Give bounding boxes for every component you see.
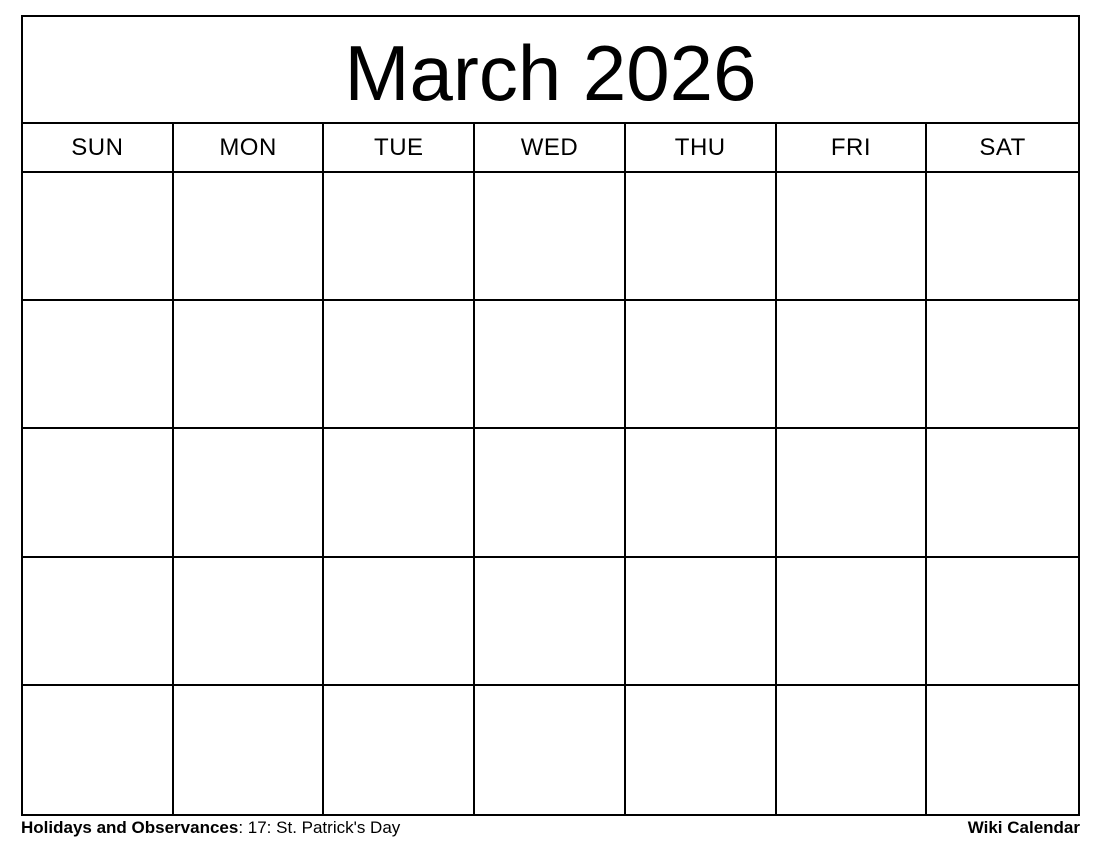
calendar-cell [23, 429, 174, 557]
footer-holidays [21, 818, 400, 838]
holidays-label: Holidays and Observances [21, 818, 239, 837]
holidays-detail: : 17: St. Patrick's Day [238, 818, 401, 837]
day-header: WED [475, 124, 626, 171]
calendar-cell [23, 558, 174, 686]
calendar-cell [23, 173, 174, 301]
calendar-cell [777, 558, 928, 686]
calendar-cell [927, 558, 1078, 686]
calendar-cell [23, 686, 174, 814]
calendar-cell [626, 429, 777, 557]
calendar-cell [626, 558, 777, 686]
calendar-cell [626, 173, 777, 301]
calendar-cell [475, 173, 626, 301]
calendar-cell [174, 301, 325, 429]
title-row [23, 17, 1078, 124]
day-header: SAT [979, 133, 1026, 161]
calendar-cell [174, 429, 325, 557]
calendar-cell [475, 429, 626, 557]
calendar-cell [927, 301, 1078, 429]
calendar-cell [777, 686, 928, 814]
calendar-cell [23, 301, 174, 429]
calendar-cell [475, 301, 626, 429]
page-title: March 2026 [344, 28, 757, 117]
calendar-cell [475, 558, 626, 686]
calendar-cell [475, 686, 626, 814]
day-header: SUN [23, 124, 174, 171]
day-header: TUE [324, 124, 475, 171]
calendar-cell [324, 429, 475, 557]
brand-label: Wiki Calendar [967, 818, 1080, 837]
calendar-cell [777, 301, 928, 429]
calendar-cell [927, 686, 1078, 814]
calendar-cell [777, 173, 928, 301]
calendar-cell [777, 429, 928, 557]
day-header: THU [626, 124, 777, 171]
calendar-cell [927, 173, 1078, 301]
day-header-row [23, 124, 1078, 173]
calendar-cell [626, 301, 777, 429]
calendar-cell [174, 558, 325, 686]
calendar-cell [174, 686, 325, 814]
calendar-cell [324, 173, 475, 301]
calendar-cell [324, 686, 475, 814]
calendar-cell [324, 301, 475, 429]
calendar-grid [23, 173, 1078, 814]
calendar-cell [174, 173, 325, 301]
calendar-cell [626, 686, 777, 814]
footer [21, 818, 1080, 838]
calendar-cell [324, 558, 475, 686]
day-header: MON [174, 124, 325, 171]
calendar-cell [927, 429, 1078, 557]
day-header: FRI [777, 124, 928, 171]
calendar-frame [21, 15, 1080, 816]
